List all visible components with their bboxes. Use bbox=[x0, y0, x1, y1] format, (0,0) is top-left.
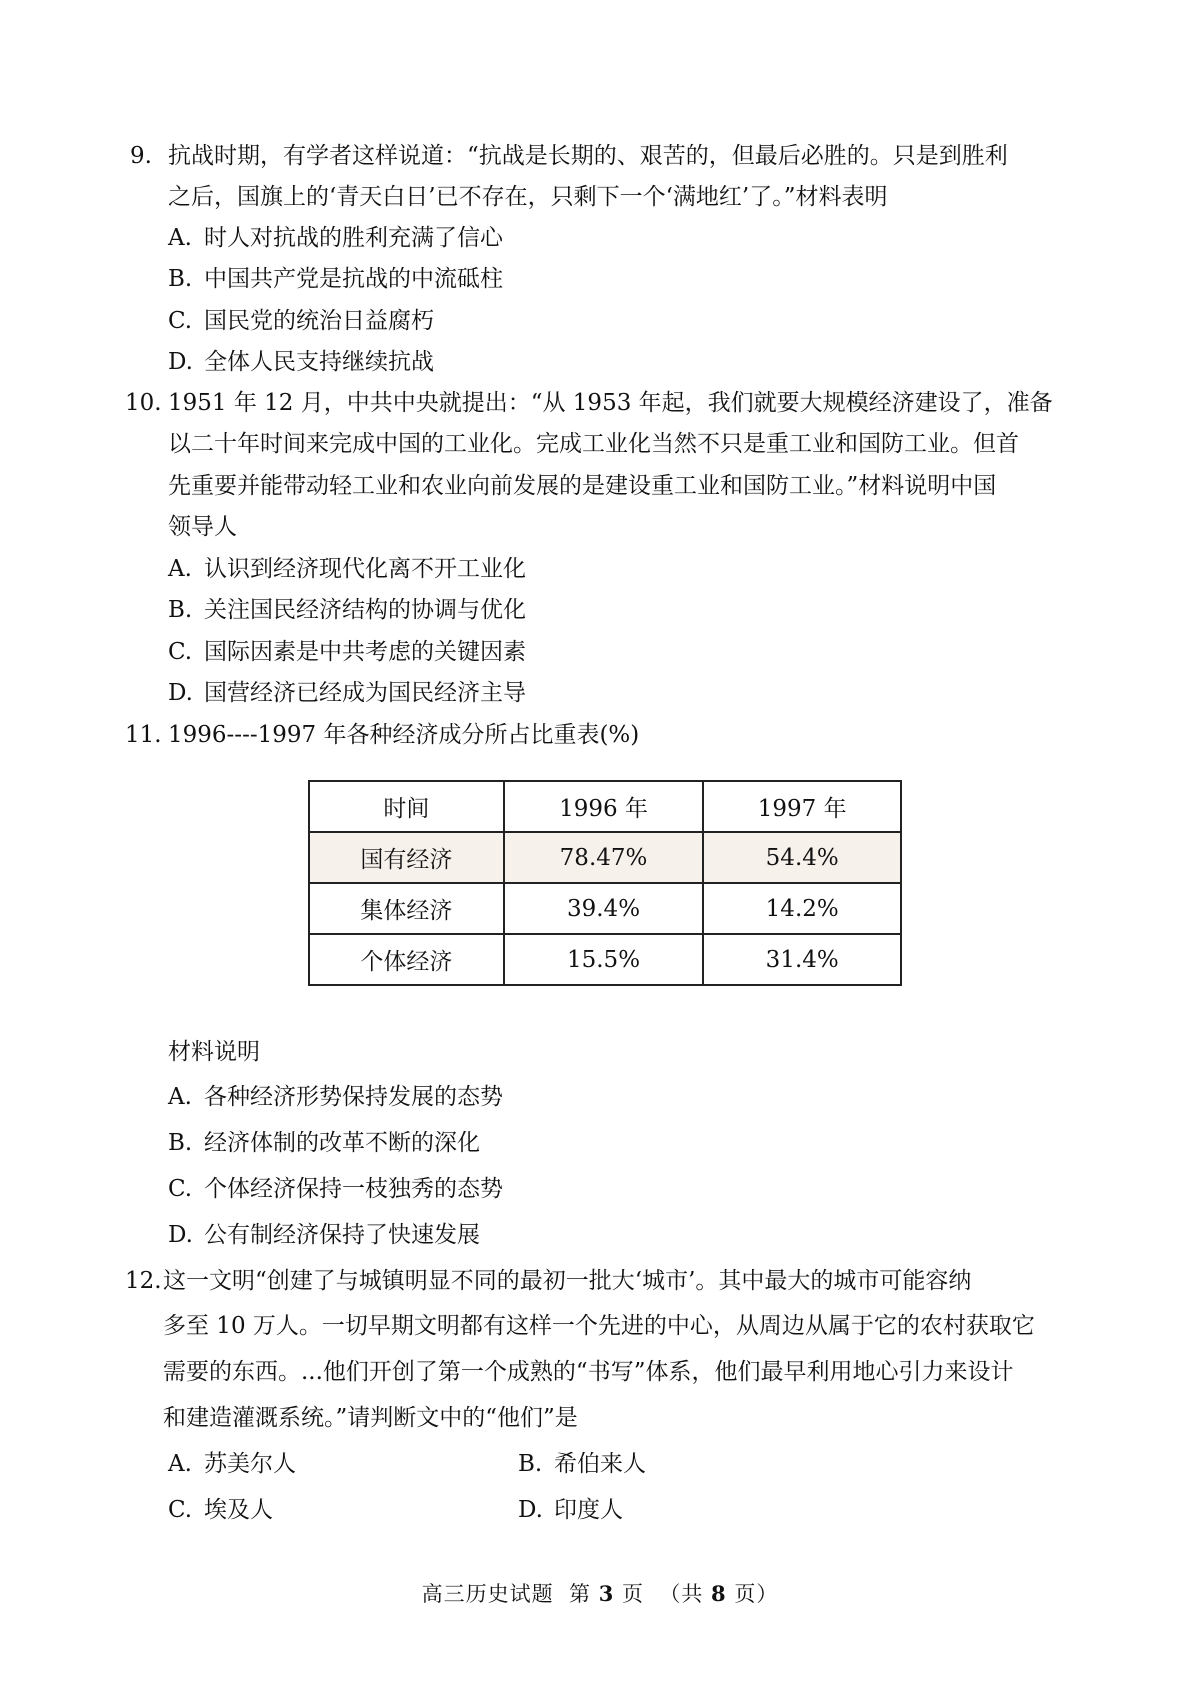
q10-stem-line-4 bbox=[168, 511, 237, 543]
table-row bbox=[309, 934, 901, 985]
question-number: 10. bbox=[125, 390, 162, 416]
q11-option-a bbox=[168, 1081, 503, 1113]
footer-page-number: 3 bbox=[598, 1581, 615, 1606]
page-footer bbox=[0, 1578, 1200, 1608]
question-text: 和建造灌溉系统。”请判断文中的“他们”是 bbox=[163, 1405, 578, 1431]
question-number: 12. bbox=[125, 1268, 162, 1294]
q10-option-c bbox=[168, 636, 526, 668]
question-text: 领导人 bbox=[168, 514, 237, 540]
option-letter: A. bbox=[168, 556, 192, 582]
table-header-row bbox=[309, 781, 901, 832]
q12-stem-line-4 bbox=[163, 1402, 578, 1434]
question-text: 1996----1997 年各种经济成分所占比重表(%) bbox=[168, 722, 640, 748]
table-cell: 15.5% bbox=[504, 934, 704, 985]
option-letter: C. bbox=[168, 639, 193, 665]
q12-option-d bbox=[518, 1494, 623, 1526]
question-number: 11. bbox=[125, 722, 162, 748]
q10-option-a bbox=[168, 553, 526, 585]
table-row bbox=[309, 832, 901, 883]
option-text: 认识到经济现代化离不开工业化 bbox=[204, 556, 526, 582]
table-cell: 集体经济 bbox=[309, 883, 504, 934]
table-header-cell: 1997 年 bbox=[703, 781, 901, 832]
q12-stem-line-1 bbox=[125, 1265, 971, 1297]
question-text: 需要的东西。...他们开创了第一个成熟的“书写”体系，他们最早利用地心引力来设计 bbox=[163, 1359, 1014, 1385]
q9-option-a bbox=[168, 222, 503, 254]
table-cell: 个体经济 bbox=[309, 934, 504, 985]
table-row bbox=[309, 883, 901, 934]
table-cell: 39.4% bbox=[504, 883, 704, 934]
footer-total-prefix: （共 bbox=[659, 1582, 704, 1606]
table-cell: 54.4% bbox=[703, 832, 901, 883]
question-text: 抗战时期，有学者这样说道：“抗战是长期的、艰苦的，但最后必胜的。只是到胜利 bbox=[168, 143, 1008, 169]
q10-stem-line-1 bbox=[125, 387, 1053, 419]
option-letter: C. bbox=[168, 1176, 193, 1202]
option-letter: A. bbox=[168, 1451, 192, 1477]
q11-lead bbox=[168, 1036, 260, 1068]
option-text: 印度人 bbox=[554, 1497, 623, 1523]
option-text: 公有制经济保持了快速发展 bbox=[204, 1222, 480, 1248]
option-letter: D. bbox=[168, 349, 193, 375]
q10-stem-line-2 bbox=[168, 428, 1019, 460]
q12-stem-line-3 bbox=[163, 1356, 1013, 1388]
question-text: 多至 10 万人。一切早期文明都有这样一个先进的中心，从周边从属于它的农村获取它 bbox=[163, 1313, 1035, 1339]
option-letter: B. bbox=[168, 1130, 193, 1156]
q9-option-c bbox=[168, 305, 434, 337]
q12-option-a bbox=[168, 1448, 296, 1480]
option-text: 苏美尔人 bbox=[204, 1451, 296, 1477]
table-header-cell: 1996 年 bbox=[504, 781, 704, 832]
option-text: 国营经济已经成为国民经济主导 bbox=[204, 680, 526, 706]
table-cell: 31.4% bbox=[703, 934, 901, 985]
option-letter: C. bbox=[168, 1497, 193, 1523]
q9-stem-line-1 bbox=[130, 140, 1008, 172]
footer-page-unit: 页 bbox=[622, 1582, 644, 1606]
option-text: 各种经济形势保持发展的态势 bbox=[204, 1084, 503, 1110]
option-letter: B. bbox=[518, 1451, 543, 1477]
option-letter: B. bbox=[168, 266, 193, 292]
q11-option-b bbox=[168, 1127, 480, 1159]
option-text: 国民党的统治日益腐朽 bbox=[204, 308, 434, 334]
option-letter: C. bbox=[168, 308, 193, 334]
economy-share-table bbox=[308, 780, 902, 986]
question-number: 9. bbox=[130, 143, 152, 169]
question-text: 1951 年 12 月，中共中央就提出：“从 1953 年起，我们就要大规模经济建设了，准备 bbox=[168, 390, 1053, 416]
option-text: 个体经济保持一枝独秀的态势 bbox=[204, 1176, 503, 1202]
option-letter: A. bbox=[168, 1084, 192, 1110]
option-letter: A. bbox=[168, 225, 192, 251]
q9-option-b bbox=[168, 263, 503, 295]
q12-stem-line-2 bbox=[163, 1310, 1035, 1342]
option-letter: D. bbox=[168, 680, 193, 706]
q9-stem-line-2 bbox=[168, 181, 888, 213]
q10-option-d bbox=[168, 677, 526, 709]
table-cell: 国有经济 bbox=[309, 832, 504, 883]
question-text: 这一文明“创建了与城镇明显不同的最初一批大‘城市’。其中最大的城市可能容纳 bbox=[163, 1268, 972, 1294]
footer-total-suffix: 页） bbox=[734, 1582, 779, 1606]
footer-subject: 高三历史试题 bbox=[421, 1582, 554, 1606]
question-text: 以二十年时间来完成中国的工业化。完成工业化当然不只是重工业和国防工业。但首 bbox=[168, 431, 1019, 457]
question-text: 材料说明 bbox=[168, 1039, 260, 1065]
q9-option-d bbox=[168, 346, 434, 378]
question-text: 先重要并能带动轻工业和农业向前发展的是建设重工业和国防工业。”材料说明中国 bbox=[168, 473, 997, 499]
q10-stem-line-3 bbox=[168, 470, 996, 502]
q12-option-b bbox=[518, 1448, 646, 1480]
option-text: 埃及人 bbox=[204, 1497, 273, 1523]
q11-option-c bbox=[168, 1173, 503, 1205]
option-letter: D. bbox=[518, 1497, 543, 1523]
footer-total-number: 8 bbox=[711, 1581, 727, 1606]
option-text: 希伯来人 bbox=[554, 1451, 646, 1477]
q10-option-b bbox=[168, 594, 526, 626]
table-cell: 14.2% bbox=[703, 883, 901, 934]
q11-stem bbox=[125, 719, 639, 751]
option-text: 国际因素是中共考虑的关键因素 bbox=[204, 639, 526, 665]
q11-option-d bbox=[168, 1219, 480, 1251]
table-cell: 78.47% bbox=[504, 832, 704, 883]
footer-page-prefix: 第 bbox=[569, 1582, 591, 1606]
q12-option-c bbox=[168, 1494, 273, 1526]
option-letter: D. bbox=[168, 1222, 193, 1248]
table-header-cell: 时间 bbox=[309, 781, 504, 832]
option-text: 时人对抗战的胜利充满了信心 bbox=[204, 225, 503, 251]
option-text: 中国共产党是抗战的中流砥柱 bbox=[204, 266, 503, 292]
question-text: 之后，国旗上的‘青天白日’已不存在，只剩下一个‘满地红’了。”材料表明 bbox=[168, 184, 888, 210]
option-text: 关注国民经济结构的协调与优化 bbox=[204, 597, 526, 623]
option-text: 全体人民支持继续抗战 bbox=[204, 349, 434, 375]
option-text: 经济体制的改革不断的深化 bbox=[204, 1130, 480, 1156]
option-letter: B. bbox=[168, 597, 193, 623]
